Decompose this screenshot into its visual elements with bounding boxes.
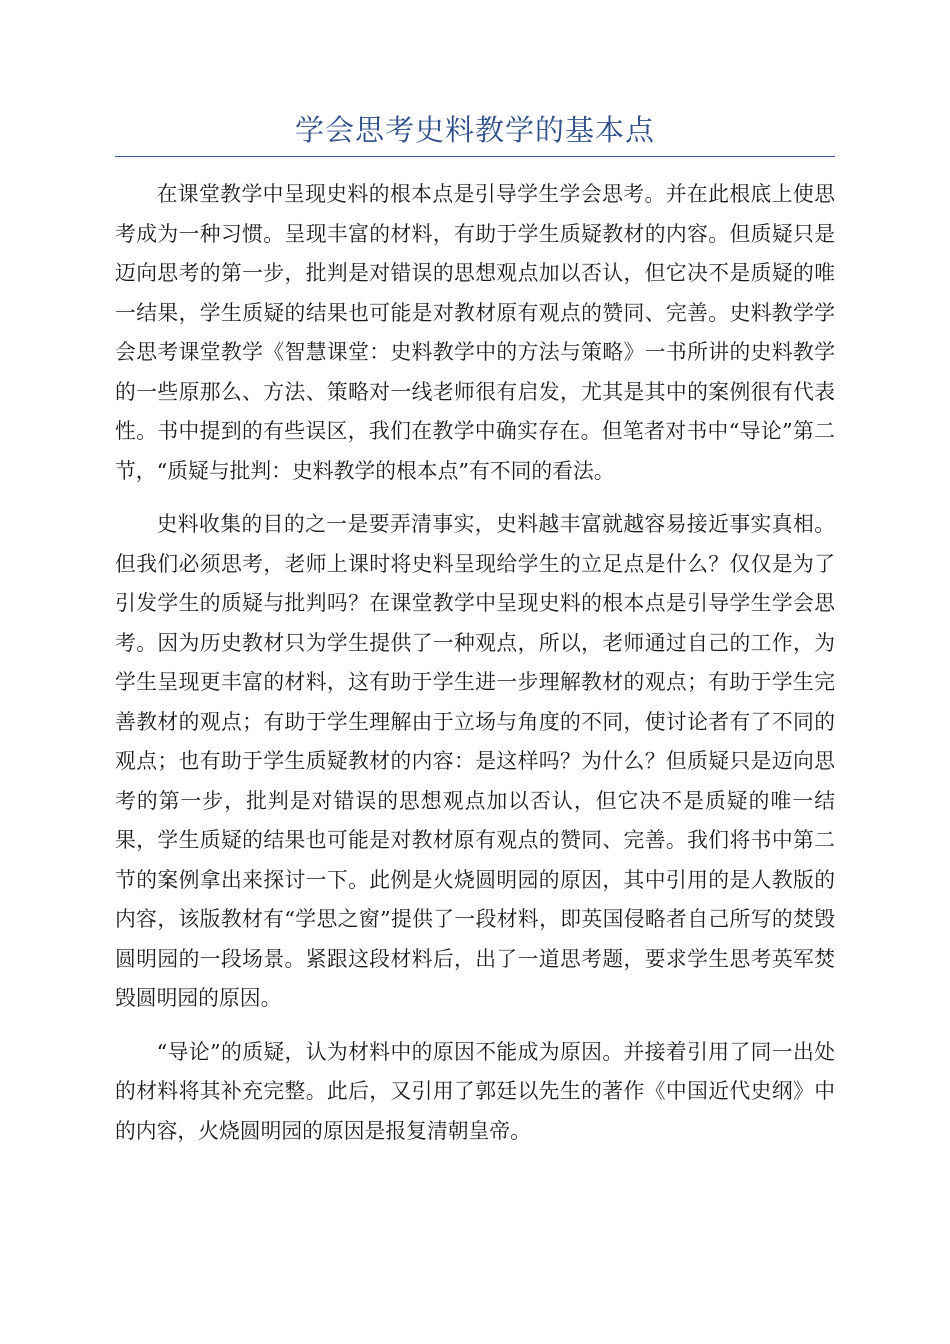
paragraph-2: 史料收集的目的之一是要弄清事实，史料越丰富就越容易接近事实真相。但我们必须思考，老师上课时将史料呈现给学生的立足点是什么？仅仅是为了引发学生的质疑与批判吗？在课堂教学中呈现史料的根本点是引导学生学会思考。因为历史教材只为学生提供了一种观点，所以，老师通过自己的工作，为学生呈现更丰富的材料，这有助于学生进一步理解教材的观点；有助于学生完善教材的观点；有助于学生理解由于立场与角度的不同，使讨论者有了不同的观点；也有助于学生质疑教材的内容：是这样吗？为什么？但质疑只是迈向思考的第一步，批判是对错误的思想观点加以否认，但它决不是质疑的唯一结果，学生质疑的结果也可能是对教材原有观点的赞同、完善。我们将书中第二节的案例拿出来探讨一下。此例是火烧圆明园的原因，其中引用的是人教版的内容，该版教材有“学思之窗”提供了一段材料，即英国侵略者自己所写的焚毁圆明园的一段场景。紧跟这段材料后，出了一道思考题，要求学生思考英军焚毁圆明园的原因。 <box>115 512 835 1010</box>
document-page <box>115 108 835 1151</box>
paragraph-1: 在课堂教学中呈现史料的根本点是引导学生学会思考。并在此根底上使思考成为一种习惯。呈现丰富的材料，有助于学生质疑教材的内容。但质疑只是迈向思考的第一步，批判是对错误的思想观点加以否认，但它决不是质疑的唯一结果，学生质疑的结果也可能是对教材原有观点的赞同、完善。史料教学学会思考课堂教学《智慧课堂：史料教学中的方法与策略》一书所讲的史料教学的一些原那么、方法、策略对一线老师很有启发，尤其是其中的案例很有代表性。书中提到的有些误区，我们在教学中确实存在。但笔者对书中“导论”第二节，“质疑与批判：史料教学的根本点”有不同的看法。 <box>115 182 835 483</box>
paragraph-3: “导论”的质疑，认为材料中的原因不能成为原因。并接着引用了同一出处的材料将其补充完整。此后，又引用了郭廷以先生的著作《中国近代史纲》中的内容，火烧圆明园的原因是报复清朝皇帝。 <box>115 1039 835 1143</box>
document-title: 学会思考史料教学的基本点 <box>115 108 835 157</box>
